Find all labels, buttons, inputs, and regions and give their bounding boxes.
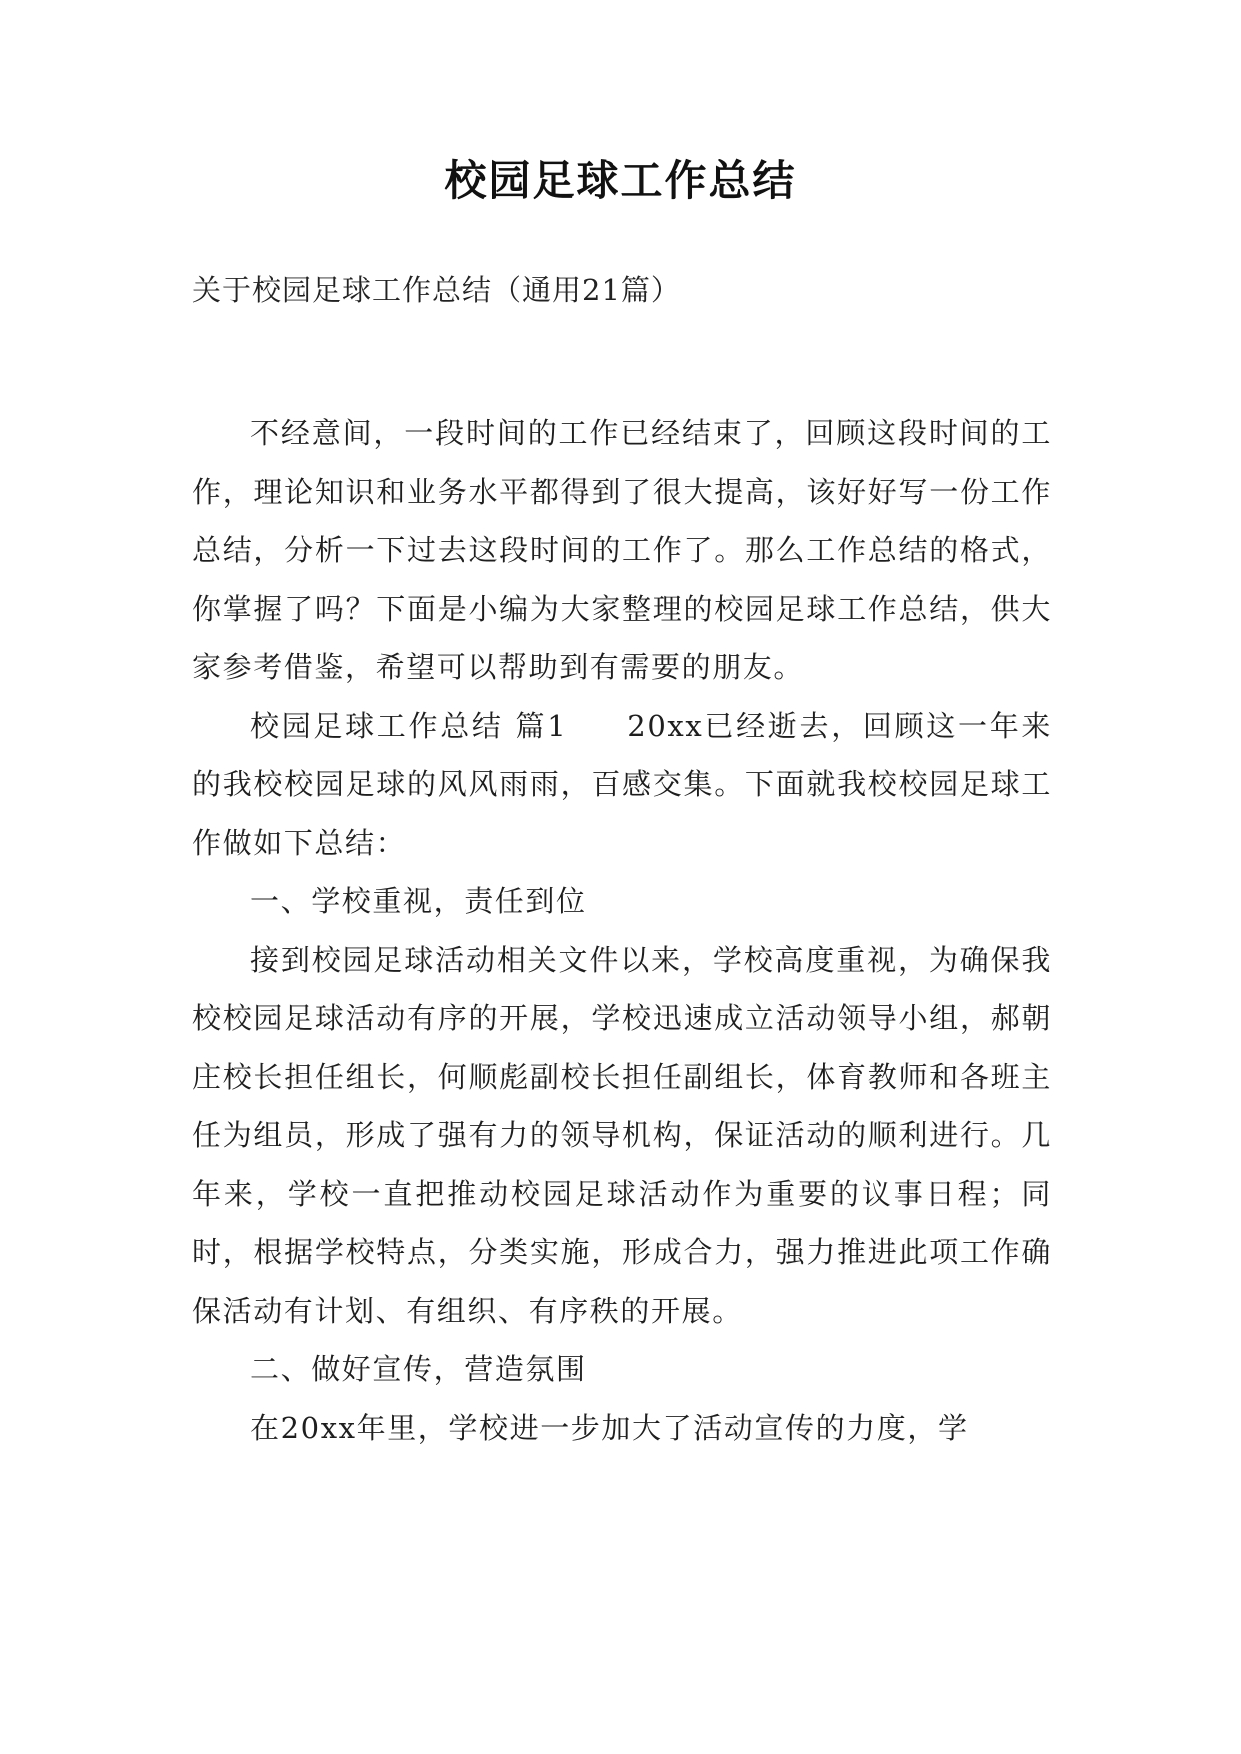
section-1-text: 20xx已经逝去，回顾这一年来的我校校园足球的风风雨雨，百感交集。下面就我校校园足球工作做如下总结： bbox=[192, 708, 1052, 860]
document-title: 校园足球工作总结 bbox=[444, 156, 797, 205]
section-1-heading: 校园足球工作总结 篇1 bbox=[250, 708, 568, 743]
body-paragraph-1: 接到校园足球活动相关文件以来，学校高度重视，为确保我校校园足球活动有序的开展，学校迅速成立活动领导小组，郝朝庄校长担任组长，何顺彪副校长担任副组长，体育教师和各班主任为组员，形成了强有力的领导机构，保证活动的顺利进行。几年来，学校一直把推动校园足球活动作为重要的议事日程；同时，根据学校特点，分类实施，形成合力，强力推进此项工作确保活动有计划、有组织、有序秩的开展。 bbox=[192, 942, 1052, 1328]
section-1-paragraph bbox=[192, 697, 1052, 873]
document-subtitle: 关于校园足球工作总结（通用21篇） bbox=[192, 273, 681, 307]
body-paragraph-2: 在20xx年里，学校进一步加大了活动宣传的力度，学 bbox=[250, 1410, 969, 1445]
subheading-1: 一、学校重视，责任到位 bbox=[250, 884, 587, 918]
subheading-2: 二、做好宣传，营造氛围 bbox=[250, 1352, 587, 1386]
intro-paragraph: 不经意间，一段时间的工作已经结束了，回顾这段时间的工作，理论知识和业务水平都得到了很大提高，该好好写一份工作总结，分析一下过去这段时间的工作了。那么工作总结的格式，你掌握了吗？下面是小编为大家整理的校园足球工作总结，供大家参考借鉴，希望可以帮助到有需要的朋友。 bbox=[192, 416, 1052, 684]
document-body bbox=[192, 404, 1052, 1457]
